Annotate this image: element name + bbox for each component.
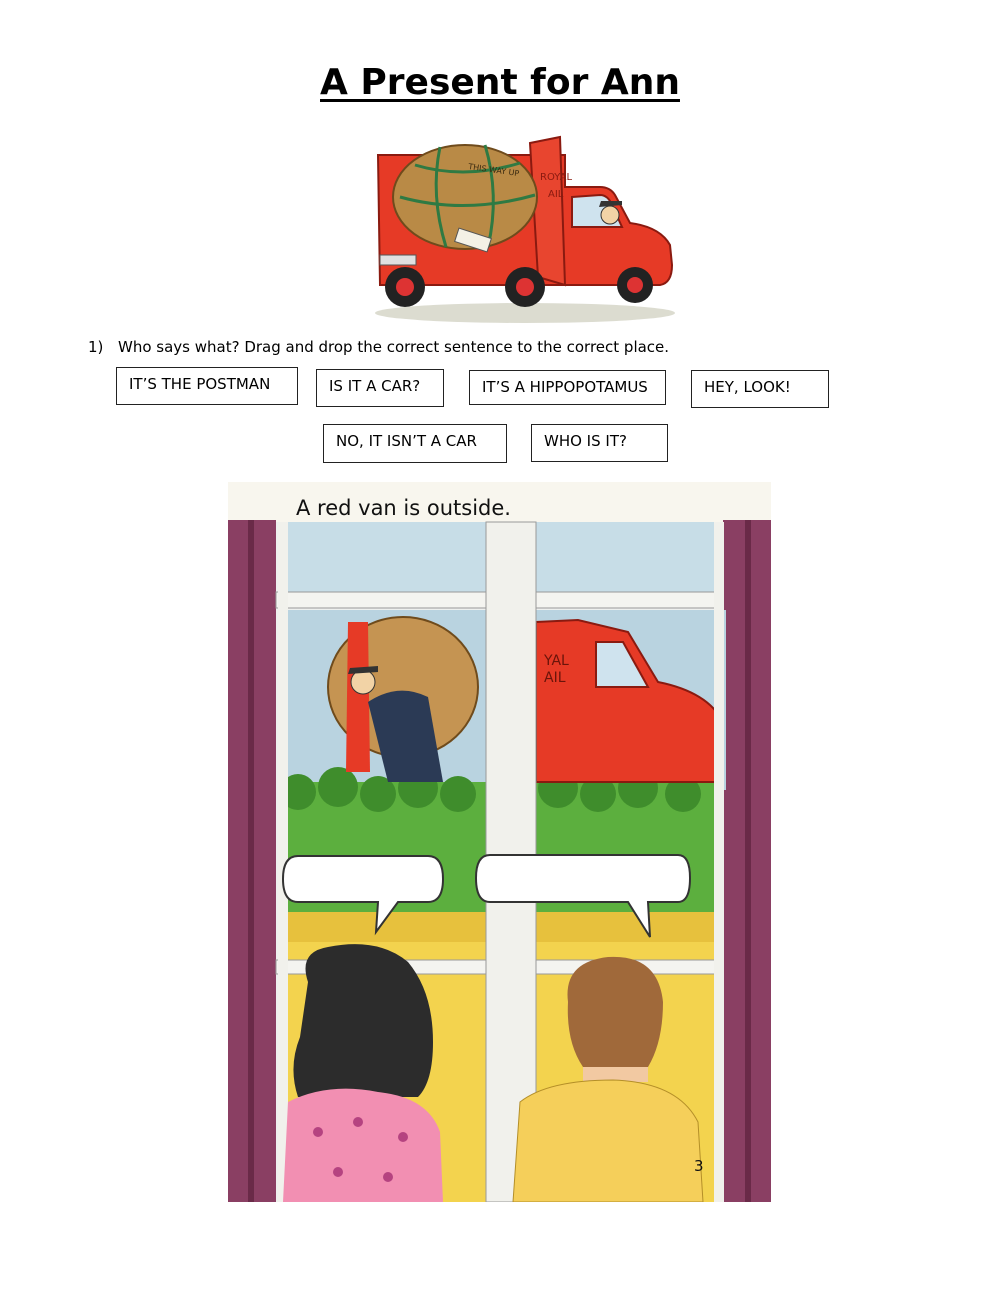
van-royal-label: ROYAL	[540, 172, 573, 183]
drag-option-is-it-a-car[interactable]: IS IT A CAR?	[316, 369, 444, 407]
drag-option-who-is-it[interactable]: WHO IS IT?	[531, 424, 668, 462]
question-number: 1)	[88, 338, 104, 356]
story-caption: A red van is outside.	[296, 496, 511, 520]
drop-zone-left-bubble[interactable]	[298, 862, 424, 898]
window-van-royal-label: YAL	[544, 653, 569, 669]
parcel-label: THIS WAY UP	[467, 162, 520, 179]
story-illustration	[228, 482, 771, 1202]
van-illustration	[360, 135, 685, 325]
drop-zone-right-bubble[interactable]	[492, 860, 666, 896]
drag-option-its-a-hippopotamus[interactable]: IT’S A HIPPOPOTAMUS	[469, 370, 666, 405]
question-text: Who says what? Drag and drop the correct sentence to the correct place.	[118, 338, 670, 356]
drag-option-no-it-isnt-a-car[interactable]: NO, IT ISN’T A CAR	[323, 424, 507, 463]
van-mail-label: AIL	[548, 189, 564, 200]
page-title: A Present for Ann	[320, 62, 680, 103]
drag-option-its-the-postman[interactable]: IT’S THE POSTMAN	[116, 367, 298, 405]
drag-option-hey-look[interactable]: HEY, LOOK!	[691, 370, 829, 408]
question-instruction	[88, 338, 669, 356]
page-number: 3	[694, 1157, 704, 1175]
window-van-mail-label: AIL	[544, 670, 566, 686]
